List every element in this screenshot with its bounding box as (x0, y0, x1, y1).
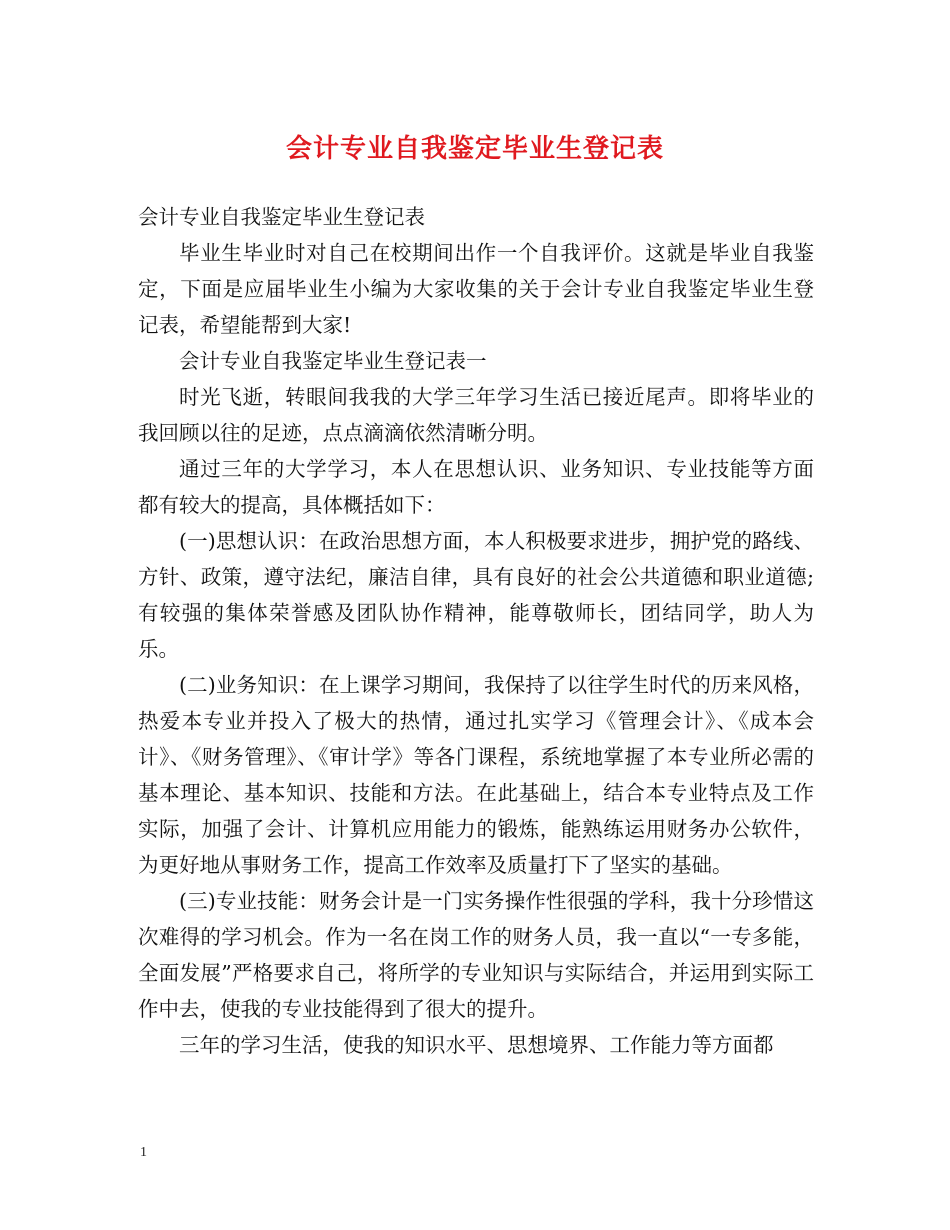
paragraph-knowledge: (二)业务知识：在上课学习期间，我保持了以往学生时代的历来风格，热爱本专业并投入了极大的热情，通过扎实学习《管理会计》、《成本会计》、《财务管理》、《审计学》等各门课程，系统地掌握了本专业所必需的基本理论、基本知识、技能和方法。在此基础上，结合本专业特点及工作实际，加强了会计、计算机应用能力的锻炼，能熟练运用财务办公软件，为更好地从事财务工作，提高工作效率及质量打下了坚实的基础。 (138, 673, 814, 877)
paragraph-conclusion: 三年的学习生活，使我的知识水平、思想境界、工作能力等方面都 (179, 1033, 774, 1057)
document-title: 会计专业自我鉴定毕业生登记表 (285, 134, 664, 164)
paragraph-opening: 时光飞逝，转眼间我我的大学三年学习生活已接近尾声。即将毕业的我回顾以往的足迹，点点滴滴依然清晰分明。 (138, 385, 814, 445)
page-number: 1 (140, 1145, 147, 1160)
paragraph-summary: 通过三年的大学学习，本人在思想认识、业务知识、专业技能等方面都有较大的提高，具体概括如下： (138, 457, 814, 517)
paragraph-heading: 会计专业自我鉴定毕业生登记表 (138, 205, 425, 229)
paragraph-intro: 毕业生毕业时对自己在校期间出作一个自我评价。这就是毕业自我鉴定，下面是应届毕业生小编为大家收集的关于会计专业自我鉴定毕业生登记表，希望能帮到大家! (138, 241, 814, 337)
paragraph-section-heading: 会计专业自我鉴定毕业生登记表一 (179, 349, 487, 373)
paragraph-ideology: (一)思想认识：在政治思想方面，本人积极要求进步，拥护党的路线、方针、政策，遵守法纪，廉洁自律，具有良好的社会公共道德和职业道德;有较强的集体荣誉感及团队协作精神，能尊敬师长，团结同学，助人为乐。 (138, 529, 814, 661)
paragraph-skills: (三)专业技能：财务会计是一门实务操作性很强的学科，我十分珍惜这次难得的学习机会。作为一名在岗工作的财务人员，我一直以“一专多能，全面发展”严格要求自己，将所学的专业知识与实际结合，并运用到实际工作中去，使我的专业技能得到了很大的提升。 (138, 889, 814, 1021)
document-body (138, 199, 814, 1063)
